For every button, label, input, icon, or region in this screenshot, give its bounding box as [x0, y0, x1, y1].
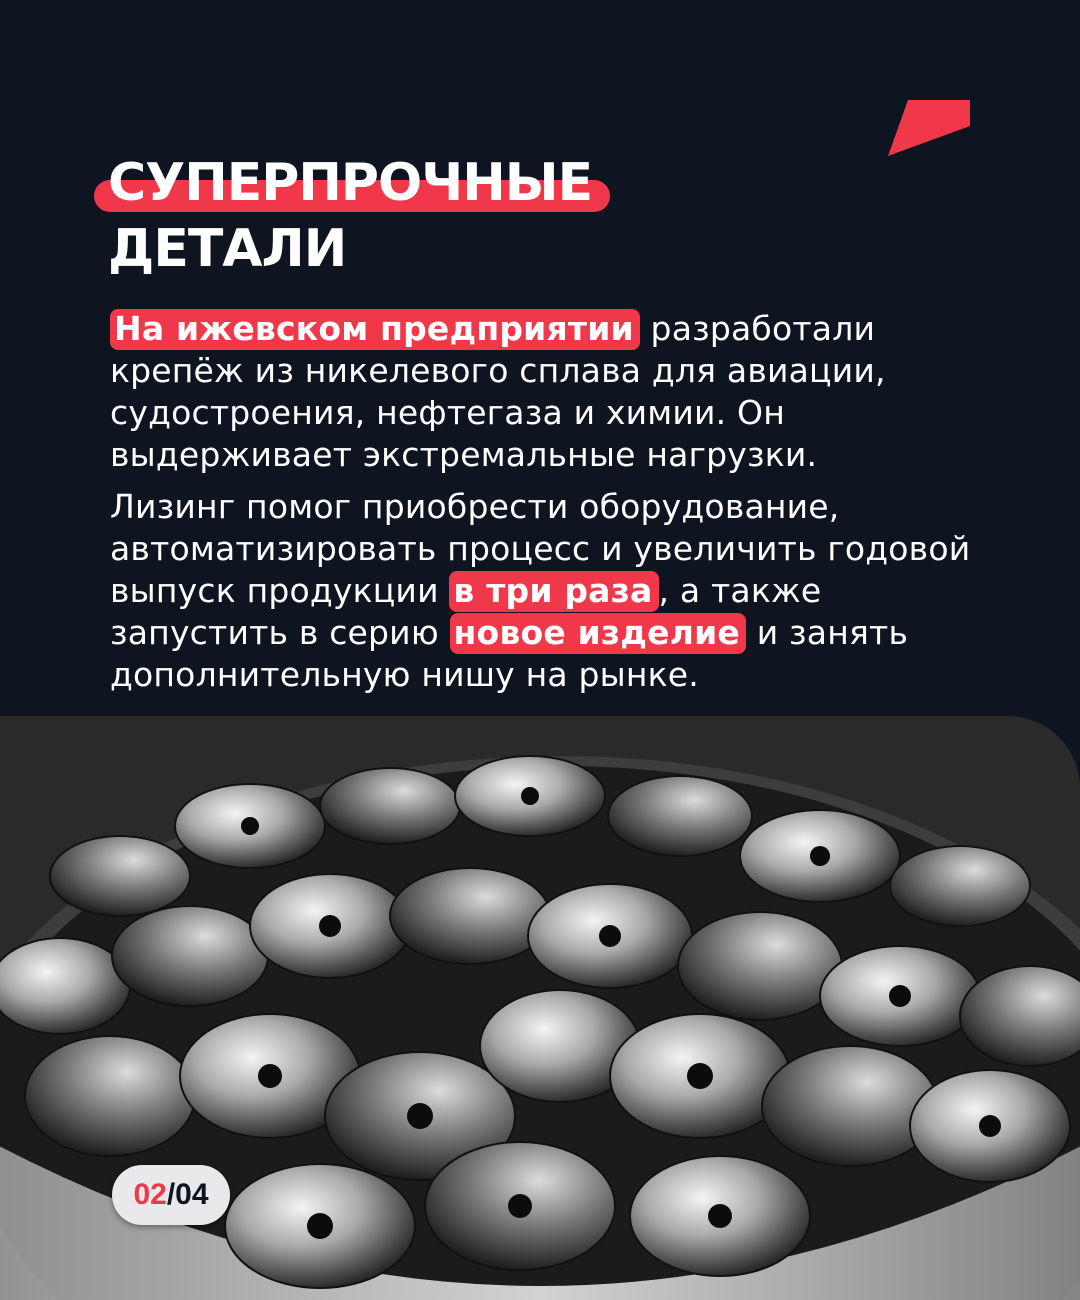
title-line-2: ДЕТАЛИ: [108, 219, 347, 279]
highlight-enterprise: На ижевском предприятии: [110, 309, 640, 350]
page-counter: [112, 1165, 230, 1225]
corner-accent-shape: [888, 100, 972, 158]
page-separator: /: [166, 1178, 176, 1211]
page-current: 02: [133, 1178, 167, 1211]
paragraph-2-text-3: и занять дополнительную нишу на рынке.: [110, 613, 909, 694]
title-line-1: СУПЕРПРОЧНЫЕ: [108, 153, 593, 213]
title-highlight: [108, 150, 592, 216]
page-total: 04: [175, 1178, 209, 1211]
body-text: [110, 308, 980, 706]
highlight-new-product: новое изделие: [450, 613, 747, 654]
paragraph-2-text-1: Лизинг помог приобрести оборудование, автоматизировать процесс и увеличить годовой выпуск продукции: [110, 487, 971, 610]
paragraph-1: [110, 308, 980, 476]
paragraph-2: [110, 486, 980, 696]
paragraph-2-text-2: , а также запустить в серию: [110, 571, 822, 652]
paragraph-1-text: разработали крепёж из никелевого сплава для авиации, судостроения, нефтегаза и химии. Он выдерживает экстремальные нагрузки.: [110, 309, 886, 474]
page-title: [108, 150, 592, 282]
highlight-three-times: в три раза: [449, 571, 658, 612]
